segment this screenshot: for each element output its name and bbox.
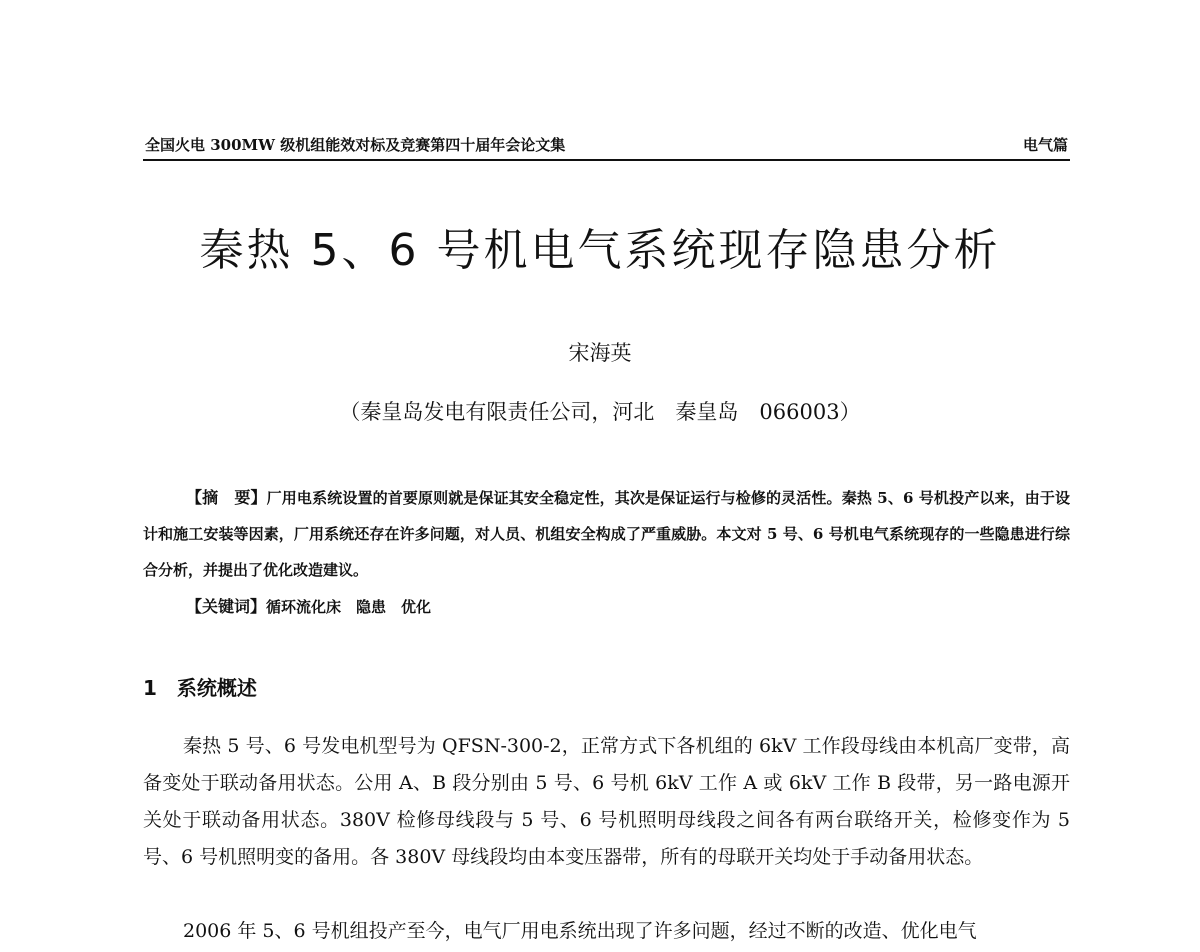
keywords-text: 循环流化床 隐患 优化 bbox=[266, 598, 432, 616]
section-label: 电气篇 bbox=[1022, 136, 1068, 154]
running-header bbox=[143, 128, 1070, 158]
header-rule bbox=[143, 159, 1070, 161]
abstract-label: 【摘 要】 bbox=[186, 488, 267, 507]
abstract-text: 厂用电系统设置的首要原则就是保证其安全稳定性，其次是保证运行与检修的灵活性。秦热 5、6 号机投产以来，由于设计和施工安装等因素，厂用系统还存在许多问题，对人员、机组安全构成了严重威胁。本文对 5 号、6 号机电气系统现存的一些隐患进行综合分析，并提出了优化改造建议。 bbox=[143, 489, 1070, 579]
abstract bbox=[143, 480, 1070, 588]
section-heading: 1 系统概述 bbox=[143, 676, 257, 700]
author-affiliation: （秦皇岛发电有限责任公司，河北 秦皇岛 066003） bbox=[339, 400, 861, 424]
body-paragraph: 秦热 5 号、6 号发电机型号为 QFSN-300-2，正常方式下各机组的 6kV 工作段母线由本机高厂变带，高备变处于联动备用状态。公用 A、B 段分别由 5 号、6 号机 6kV 工作 A 或 6kV 工作 B 段带，另一路电源开关处于联动备用状态。380V 检修母线段与 5 号、6 号机照明母线段之间各有两台联络开关，检修变作为 5 号、6 号机照明变的备用。各 380V 母线段均由本变压器带，所有的母联开关均处于手动备用状态。 bbox=[143, 735, 1070, 868]
body-paragraph-continued: 2006 年 5、6 号机组投产至今，电气厂用电系统出现了许多问题，经过不断的改造、优化电气 bbox=[183, 920, 977, 942]
keywords-label: 【关键词】 bbox=[186, 597, 267, 616]
proceedings-title: 全国火电 300MW 级机组能效对标及竞赛第四十届年会论文集 bbox=[145, 136, 566, 154]
keywords bbox=[186, 594, 431, 617]
paper-title: 秦热 5、6 号机电气系统现存隐患分析 bbox=[199, 225, 1001, 276]
author-name: 宋海英 bbox=[568, 341, 632, 365]
